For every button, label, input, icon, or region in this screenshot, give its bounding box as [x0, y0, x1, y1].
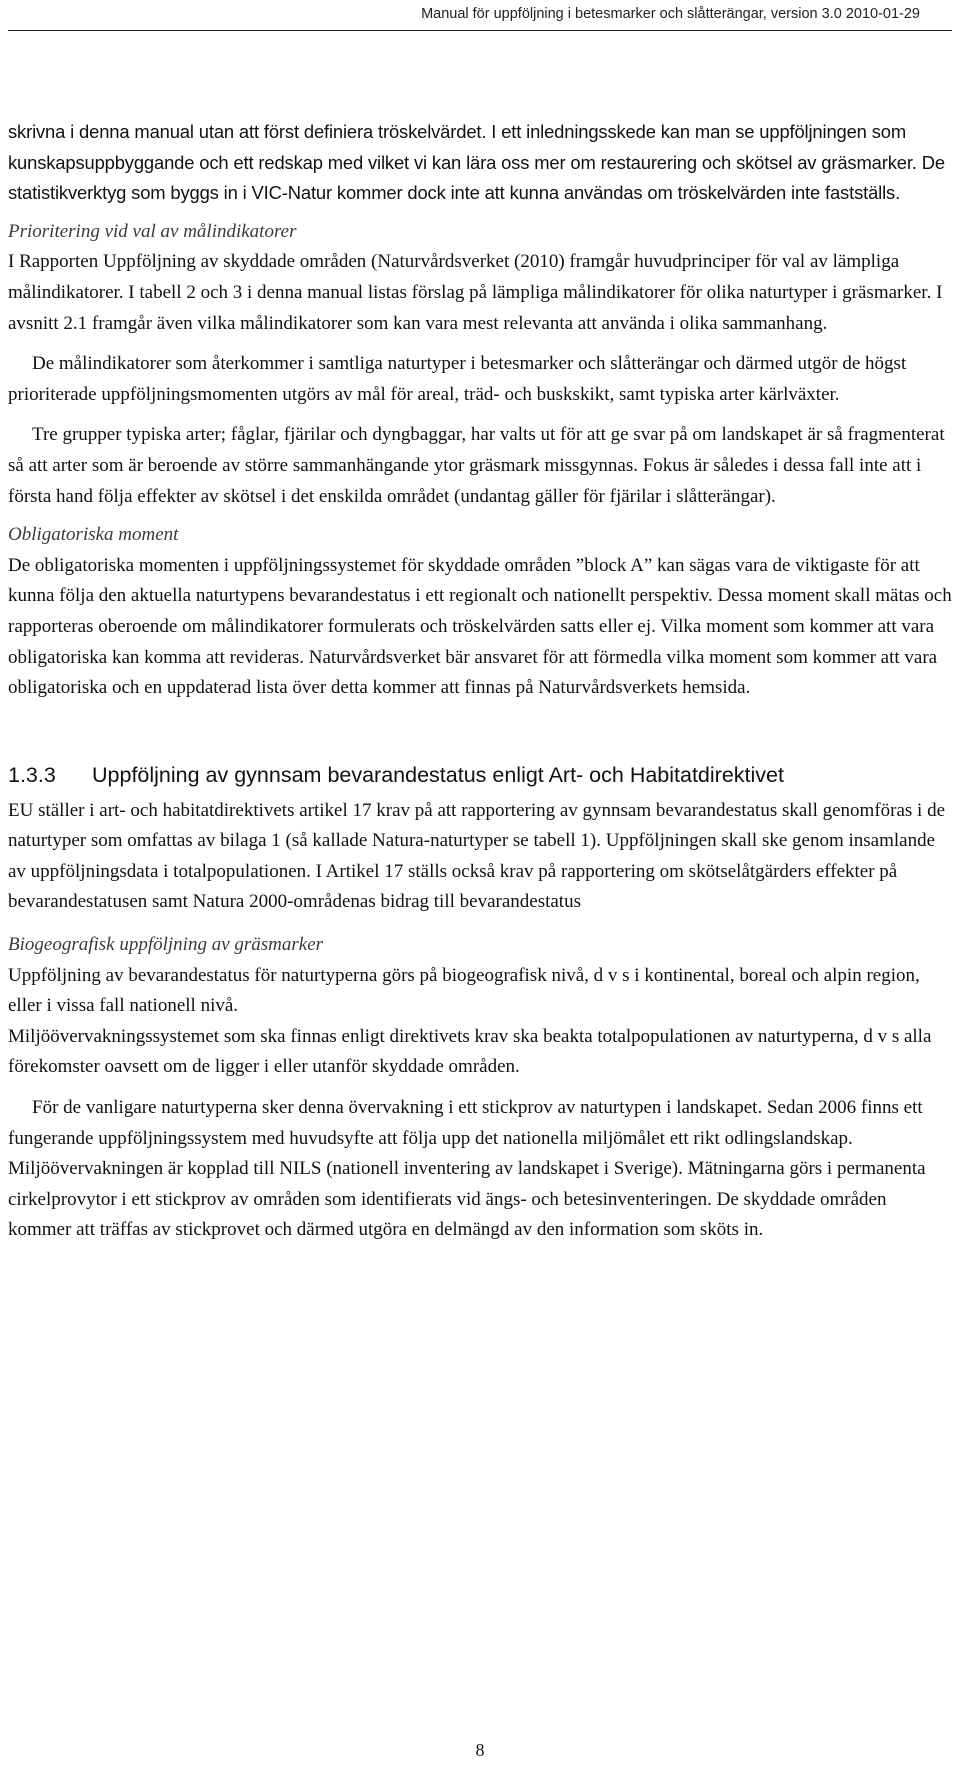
obligatoriska-heading: Obligatoriska moment [8, 524, 179, 546]
obligatoriska-paragraph: De obligatoriska momenten i uppföljningssystemet för skyddade områden ”block A” kan sägas vara de viktigaste för att kunna följa den aktuella naturtypens bevarandestatus i ett regionalt och nationellt perspektiv. Dessa moment skall mätas och rapporteras oberoende om målindikatorer formulerats och tröskelvärden satts eller ej. Vilka moment som kommer att vara obligatoriska kan komma att revideras. Naturvårdsverket bär ansvaret för att förmedla vilka moment som kommer att vara obligatoriska och en uppdaterad lista över detta kommer att finnas på Naturvårdsverkets hemsida. [8, 554, 952, 699]
biogeografisk-paragraph-1b: Miljöövervakningssystemet som ska finnas enligt direktivets krav ska beakta totalpopulationen av naturtyperna, d v s alla förekomster oavsett om de ligger i eller utanför skyddade områden. [8, 1025, 932, 1078]
section-1-3-3-paragraph: EU ställer i art- och habitatdirektivets artikel 17 krav på att rapportering av gynnsam bevarandestatus skall genomföras i de naturtyper som omfattas av bilaga 1 (så kallade Natura-naturtyper se tabell 1). Uppföljningen skall ske genom insamlande av uppföljningsdata i totalpopulationen. I Artikel 17 ställs också krav på rapportering om skötselåtgärders effekter på bevarandestatusen samt Natura 2000-områdenas bidrag till bevarandestatus [8, 799, 946, 913]
section-heading-1-3-3 [8, 760, 953, 790]
intro-paragraph: skrivna i denna manual utan att först definiera tröskelvärdet. I ett inledningsskede kan man se uppföljningen som kunskapsuppbyggande och ett redskap med vilket vi kan lära oss mer om restaurering och skötsel av gräsmarker. De statistikverktyg som byggs in i VIC-Natur kommer dock inte att kunna användas om tröskelvärden inte fastställs. [8, 121, 945, 204]
prioritering-paragraph-3: Tre grupper typiska arter; fåglar, fjärilar och dyngbaggar, har valts ut för att ge svar på om landskapet är så fragmenterat så att arter som är beroende av större sammanhängande ytor gräsmark missgynnas. Fokus är således i dessa fall inte att i första hand följa effekter av skötsel i det enskilda området (undantag gäller för fjärilar i slåtterängar). [8, 424, 945, 507]
biogeografisk-paragraph-1a: Uppföljning av bevarandestatus för naturtyperna görs på biogeografisk nivå, d v s i kontinental, boreal och alpin region, eller i vissa fall nationell nivå. [8, 964, 920, 1017]
header-divider [8, 30, 952, 31]
prioritering-heading: Prioritering vid val av målindikatorer [8, 220, 297, 242]
page-body [8, 117, 953, 1246]
biogeografisk-paragraph-2: För de vanligare naturtyperna sker denna övervakning i ett stickprov av naturtypen i landskapet. Sedan 2006 finns ett fungerande uppföljningssystem med huvudsyfte att följa upp det nationella miljömålet ett rikt odlingslandskap. Miljöövervakningen är kopplad till NILS (nationell inventering av landskapet i Sverige). Mätningarna görs i permanenta cirkelprovytor i ett stickprov av områden som identifierats vid ängs- och betesinventeringen. De skyddade områden kommer att träffas av stickprovet och därmed utgöra en delmängd av den information som sköts in. [8, 1097, 926, 1241]
biogeografisk-heading: Biogeografisk uppföljning av gräsmarker [8, 934, 324, 956]
section-title: Uppföljning av gynnsam bevarandestatus enligt Art- och Habitatdirektivet [92, 762, 784, 787]
page-number: 8 [475, 1740, 485, 1760]
prioritering-paragraph-1: I Rapporten Uppföljning av skyddade områden (Naturvårdsverket (2010) framgår huvudprinciper för val av lämpliga målindikatorer. I tabell 2 och 3 i denna manual listas förslag på lämpliga målindikatorer för olika naturtyper i gräsmarker. I avsnitt 2.1 framgår även vilka målindikatorer som kan vara mest relevanta att använda i olika sammanhang. [8, 251, 943, 334]
section-number: 1.3.3 [8, 762, 56, 787]
running-header: Manual för uppföljning i betesmarker och slåtterängar, version 3.0 2010-01-29 [421, 6, 920, 22]
prioritering-paragraph-2: De målindikatorer som återkommer i samtliga naturtyper i betesmarker och slåtterängar och därmed utgör de högst prioriterade uppföljningsmomenten utgörs av mål för areal, träd- och buskskikt, samt typiska arter kärlväxter. [8, 353, 907, 405]
